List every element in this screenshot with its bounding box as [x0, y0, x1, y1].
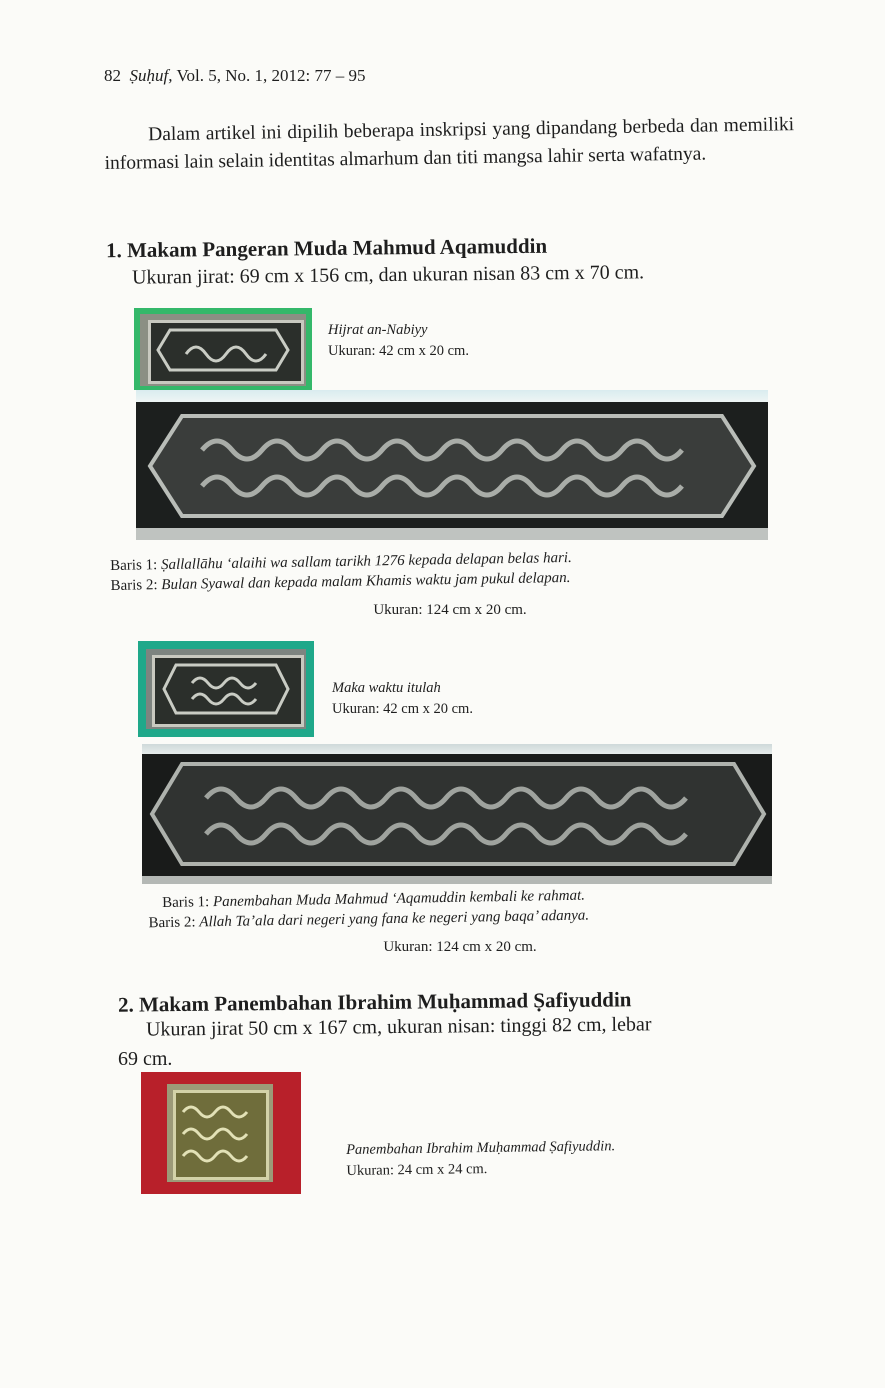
section-1-heading: 1. Makam Pangeran Muda Mahmud Aqamuddin [105, 233, 548, 263]
section-2-heading: 2. Makam Panembahan Ibrahim Muḥammad Ṣafiyuddin [117, 987, 632, 1017]
calligraphy-icon [177, 1096, 259, 1170]
fig4-caption [148, 882, 803, 933]
fig1-size: Ukuran: 42 cm x 20 cm. [328, 343, 469, 359]
hexagon-cartouche-icon [162, 663, 290, 715]
fig1-title: Hijrat an-Nabiyy [328, 322, 428, 338]
fig2-line2-text: Bulan Syawal dan kepada malam Khamis waktu jam pukul delapan. [161, 569, 571, 594]
page-number: 82 [104, 66, 121, 85]
photo-hijrat-plaque [134, 308, 312, 390]
long-cartouche-icon [146, 760, 768, 868]
fig2-size: Ukuran: 124 cm x 20 cm. [373, 602, 527, 618]
fig2-line1-text: Ṣallallāhu ‘alaihi wa sallam tarikh 1276 kepada delapan belas hari. [160, 549, 572, 574]
volume-info: Vol. 5, No. 1, 2012: 77 – 95 [176, 66, 366, 85]
fig2-line1-label: Baris 1: [110, 557, 158, 574]
fig4-line2-text: Allah Ta’ala dari negeri yang fana ke negeri yang baqa’ adanya. [199, 907, 590, 931]
photo-long-plaque-1 [136, 390, 768, 540]
intro-paragraph: Dalam artikel ini dipilih beberapa inskripsi yang dipandang berbeda dan memiliki informasi lain selain identitas almarhum dan titi mangsa lahir serta wafatnya. [104, 114, 795, 174]
photo-maka-waktu-plaque [138, 641, 314, 737]
fig4-line1-text: Panembahan Muda Mahmud ‘Aqamuddin kembali ke rahmat. [212, 887, 586, 911]
hexagon-cartouche-icon [156, 328, 290, 372]
fig3-size: Ukuran: 42 cm x 20 cm. [332, 701, 473, 717]
long-cartouche-icon [142, 410, 762, 522]
fig2-line2-label: Baris 2: [110, 577, 158, 594]
section-2-size-line2: 69 cm. [118, 1048, 173, 1070]
section-1-size: Ukuran jirat: 69 cm x 156 cm, dan ukuran nisan 83 cm x 70 cm. [131, 261, 645, 289]
photo-long-plaque-2 [142, 744, 772, 884]
fig5-title: Panembahan Ibrahim Muḥammad Ṣafiyuddin. [346, 1138, 616, 1158]
fig4-size: Ukuran: 124 cm x 20 cm. [383, 939, 537, 955]
fig1-caption [328, 320, 469, 362]
fig3-caption [332, 678, 473, 720]
fig4-line1-label: Baris 1: [162, 894, 210, 911]
section-2-size-line1: Ukuran jirat 50 cm x 167 cm, ukuran nisan: tinggi 82 cm, lebar [145, 1013, 652, 1041]
fig5-size: Ukuran: 24 cm x 24 cm. [346, 1161, 488, 1179]
fig5-caption [346, 1136, 616, 1182]
fig2-caption [110, 544, 811, 596]
fig4-line2-label: Baris 2: [148, 914, 196, 932]
journal-name: Ṣuḥuf, [129, 66, 173, 85]
running-header [104, 66, 366, 86]
photo-square-plaque [141, 1072, 301, 1194]
fig3-title: Maka waktu itulah [332, 680, 441, 696]
